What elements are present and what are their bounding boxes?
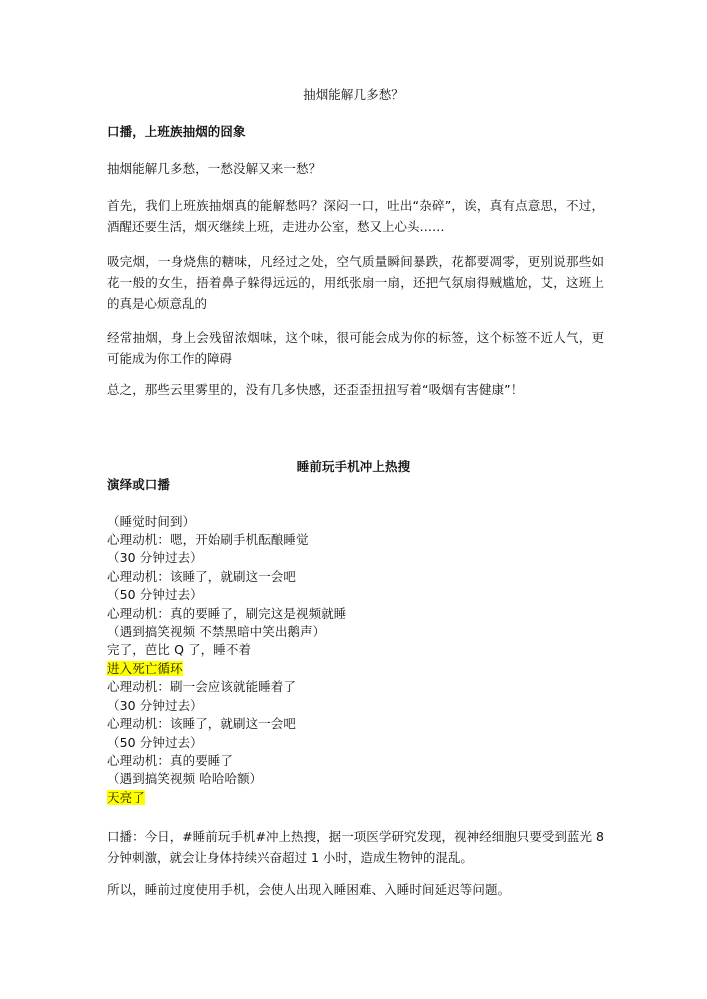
script-line: 心理动机：该睡了，就刷这一会吧 <box>107 716 297 731</box>
section1-paragraph: 抽烟能解几多愁，一愁没解又来一愁？ <box>107 161 322 176</box>
section2-title: 睡前玩手机冲上热搜 <box>296 459 411 474</box>
script-line: （30 分钟过去） <box>107 550 203 565</box>
script-line: 心理动机：真的要睡了，刷完这是视频就睡 <box>107 606 347 621</box>
section1-paragraph: 首先，我们上班族抽烟真的能解愁吗？深闷一口，吐出“杂碎”，诶，真有点意思，不过，酒醒还要生活，烟灭继续上班，走进办公室，愁又上心头…… <box>107 198 604 234</box>
script-line: （50 分钟过去） <box>107 735 203 750</box>
closing-paragraph: 所以，睡前过度使用手机，会使人出现入睡困难、入睡时间延迟等问题。 <box>107 882 511 897</box>
script-line: 心理动机：嗯，开始刷手机酝酿睡觉 <box>107 532 309 547</box>
script-line: 心理动机：该睡了，就刷这一会吧 <box>107 569 297 584</box>
section1-paragraph: 总之，那些云里雾里的，没有几多快感，还歪歪扭扭写着“吸烟有害健康”！ <box>107 382 524 397</box>
closing-paragraph: 口播：今日，#睡前玩手机#冲上热搜，据一项医学研究发现，视神经细胞只要受到蓝光 8 分钟刺激，就会让身体持续兴奋超过 1 小时，造成生物钟的混乱。 <box>107 829 604 865</box>
script-line: （遇到搞笑视频 哈哈哈额） <box>107 771 263 786</box>
script-line: 心理动机：真的要睡了 <box>107 753 234 768</box>
script-line: 完了，芭比 Q 了，睡不着 <box>107 642 252 657</box>
section2-subtitle: 演绎或口播 <box>107 477 171 492</box>
section1-paragraph: 吸完烟，一身烧焦的糖味，凡经过之处，空气质量瞬间暴跌，花都要凋零，更别说那些如花一般的女生，捂着鼻子躲得远远的，用纸张扇一扇，还把气氛扇得贼尴尬，艾，这班上的真是心烦意乱的 <box>107 254 604 311</box>
script-line-highlighted <box>107 789 602 808</box>
script-line: （遇到搞笑视频 不禁黑暗中笑出鹅声） <box>107 624 326 639</box>
section1-subtitle: 口播，上班族抽烟的囧象 <box>107 124 246 139</box>
script-line: （30 分钟过去） <box>107 698 203 713</box>
highlight-text: 天亮了 <box>107 790 145 805</box>
section1-paragraph: 经常抽烟，身上会残留浓烟味，这个味，很可能会成为你的标签，这个标签不近人气，更可能成为你工作的障碍 <box>107 330 604 366</box>
script-line-highlighted <box>107 660 602 679</box>
script-line: 心理动机：刷一会应该就能睡着了 <box>107 679 297 694</box>
section1-title: 抽烟能解几多愁？ <box>303 87 404 102</box>
script-line: （50 分钟过去） <box>107 587 203 602</box>
script-line: （睡觉时间到） <box>107 514 196 529</box>
highlight-text: 进入死亡循环 <box>107 661 183 676</box>
